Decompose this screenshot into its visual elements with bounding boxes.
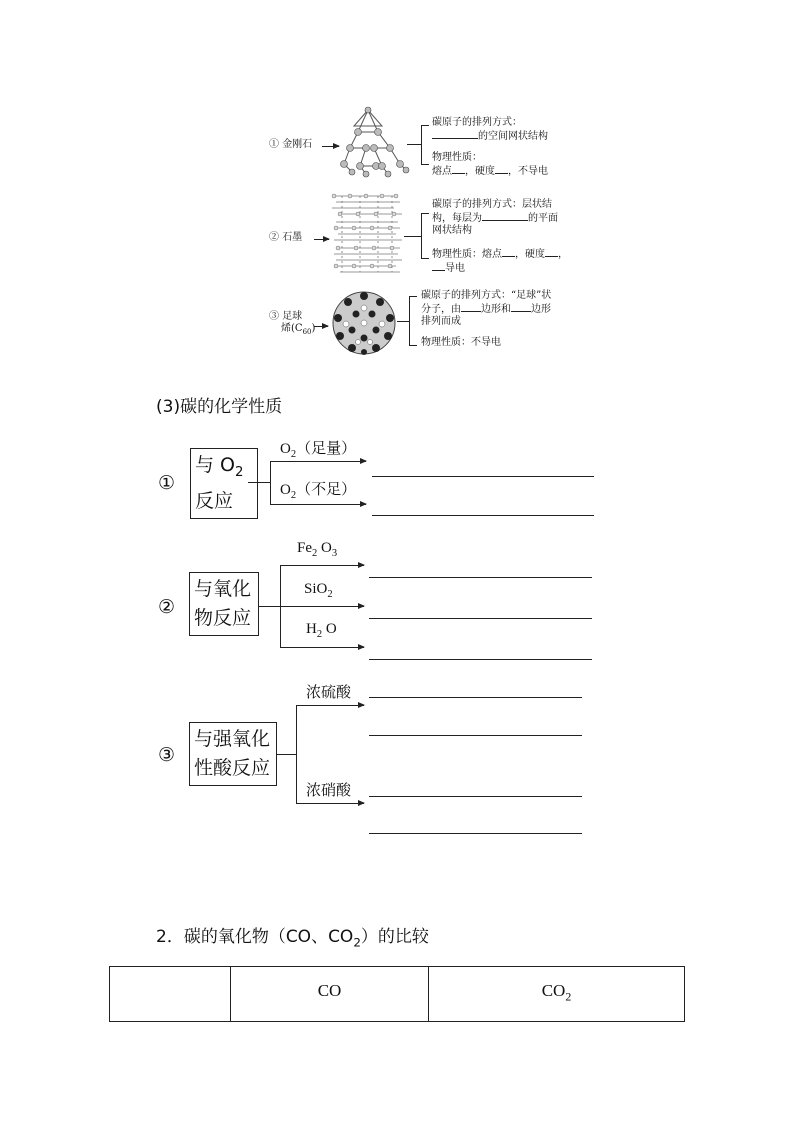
blank	[502, 247, 515, 257]
graphite-structure-text	[432, 199, 558, 237]
section-2-title	[156, 922, 429, 949]
arrow	[280, 647, 364, 648]
connector	[259, 606, 280, 607]
oxide-comparison-table	[109, 966, 685, 1022]
table-header-cell: CO	[231, 967, 429, 1022]
answer-line[interactable]	[372, 515, 594, 516]
allotrope-fullerene-label	[269, 311, 315, 338]
connector	[397, 321, 409, 322]
text: 碳原子的排列方式：层状结	[432, 199, 552, 210]
text: 边形和	[481, 304, 511, 315]
answer-line[interactable]	[369, 577, 592, 578]
text: 与强氧化	[194, 728, 271, 750]
answer-line[interactable]	[369, 659, 592, 660]
index: ②	[269, 232, 279, 243]
text: 排列而成	[421, 316, 461, 327]
text: 导电	[445, 263, 465, 274]
reaction-box	[190, 448, 258, 519]
text: 的平面	[528, 213, 558, 224]
answer-line[interactable]	[372, 476, 594, 477]
answer-line[interactable]	[369, 833, 582, 834]
text: 足球	[282, 311, 303, 322]
arrow	[314, 326, 328, 327]
blank	[432, 261, 445, 271]
branch-label	[304, 581, 333, 600]
branch-label: 浓硫酸	[306, 683, 352, 701]
subscript: 2	[312, 548, 318, 559]
arrow	[280, 606, 364, 607]
subscript: 2	[235, 464, 244, 480]
text: O	[322, 621, 337, 637]
allotrope-graphite-label	[269, 232, 302, 244]
connector	[277, 754, 296, 755]
branch-label	[280, 437, 356, 460]
text: 物理性质：不导电	[421, 337, 501, 348]
text: 分子，由	[421, 304, 461, 315]
subscript: 3	[331, 548, 338, 559]
text: ，不导电	[508, 166, 548, 177]
text: 边形	[531, 304, 551, 315]
blank	[452, 164, 465, 174]
text: 反应	[195, 489, 234, 512]
graphite-property-text	[432, 247, 568, 275]
name: 金刚石	[282, 139, 313, 150]
branch-label	[280, 478, 356, 501]
text: CO	[541, 981, 566, 1000]
answer-line[interactable]	[369, 796, 582, 797]
text: O	[317, 540, 332, 556]
text: 熔点	[432, 166, 452, 177]
arrow	[270, 461, 366, 462]
subscript: 2	[290, 449, 297, 460]
text: SiO	[304, 581, 328, 597]
blank	[495, 164, 508, 174]
reaction-index: ①	[158, 472, 176, 494]
connector	[404, 236, 421, 237]
fullerene-structure-text	[421, 290, 551, 328]
text: ）的比较	[360, 927, 429, 947]
subscript: 2	[353, 935, 361, 950]
reaction-box	[189, 572, 259, 636]
text: （不足）	[296, 482, 357, 498]
brace	[409, 296, 417, 346]
subscript: 60	[302, 328, 312, 336]
section-3-title: (3)碳的化学性质	[156, 397, 283, 417]
blank	[461, 302, 481, 312]
text: ，	[558, 249, 568, 260]
subscript: 2	[290, 490, 297, 501]
text: 2．碳的氧化物（CO、CO	[156, 927, 354, 947]
structure-prefix: 碳原子的排列方式：	[432, 117, 522, 128]
text: O	[280, 482, 291, 498]
blank	[511, 302, 531, 312]
brace	[421, 125, 429, 165]
index: ③	[269, 311, 279, 322]
table-header-cell	[110, 967, 231, 1022]
subscript: 2	[316, 629, 323, 640]
fullerene-property-text	[421, 337, 501, 349]
subscript: 2	[327, 589, 333, 600]
diamond-structure-image	[336, 104, 416, 180]
answer-line[interactable]	[369, 618, 592, 619]
blank	[545, 247, 558, 257]
arrow	[296, 803, 364, 804]
reaction-index: ③	[158, 744, 176, 766]
arrow	[314, 239, 329, 240]
text: O	[280, 441, 291, 457]
branch-label: 浓硝酸	[306, 781, 352, 799]
blank	[432, 129, 478, 139]
text: （足量）	[296, 441, 357, 457]
text: 与氧化	[194, 578, 252, 600]
graphite-structure-image	[330, 190, 406, 280]
reaction-index: ②	[158, 596, 176, 618]
reaction-box	[189, 722, 277, 786]
property-prefix: 物理性质：	[432, 152, 482, 163]
text: 物理性质：熔点	[432, 249, 502, 260]
connector	[407, 144, 421, 145]
text: 烯(C	[281, 323, 303, 334]
diamond-property-text	[432, 152, 548, 178]
text: 物反应	[194, 607, 252, 629]
text: Fe	[297, 540, 312, 556]
fullerene-structure-image	[330, 290, 398, 356]
blank	[482, 211, 528, 221]
index: ①	[269, 139, 279, 150]
text: 与 O	[195, 454, 235, 476]
brace	[421, 213, 429, 259]
table-row	[110, 967, 685, 1022]
connector	[270, 461, 271, 504]
text: 碳原子的排列方式：“足球”状	[421, 290, 552, 301]
text: 网状结构	[432, 225, 472, 236]
answer-line[interactable]	[369, 697, 582, 698]
text: )	[311, 323, 316, 334]
text: 构，每层为	[432, 213, 482, 224]
text: ，硬度	[515, 249, 545, 260]
diamond-structure-text	[432, 117, 548, 143]
connector	[296, 705, 297, 803]
text: H	[306, 621, 317, 637]
name: 石墨	[282, 232, 303, 243]
text: ，硬度	[465, 166, 495, 177]
allotrope-diamond-label	[269, 139, 312, 151]
connector	[248, 482, 270, 483]
text: 性酸反应	[194, 757, 271, 779]
table-header-cell	[429, 967, 685, 1022]
answer-line[interactable]	[369, 735, 582, 736]
arrow	[270, 504, 366, 505]
subscript: 2	[565, 989, 572, 1004]
structure-line2: 的空间网状结构	[478, 131, 548, 142]
branch-label	[297, 540, 337, 559]
arrow	[280, 565, 364, 566]
branch-label	[306, 621, 337, 640]
arrow	[296, 705, 364, 706]
